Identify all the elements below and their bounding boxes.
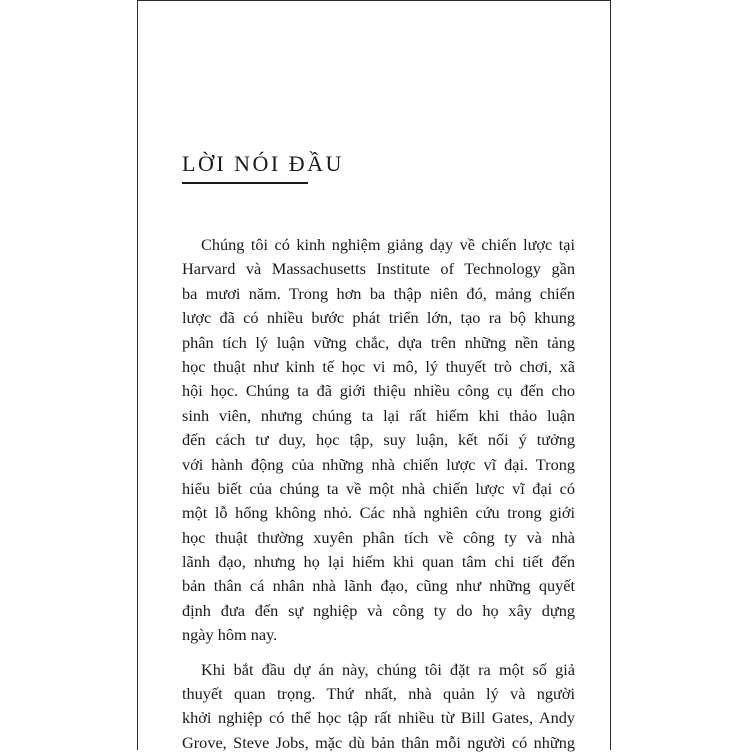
paragraph-1	[182, 233, 575, 648]
title-underline	[182, 182, 308, 184]
text-line: bản thân cá nhân nhà lãnh đạo, cũng như những quyết	[182, 576, 575, 596]
text-line: một lỗ hổng không nhỏ. Các nhà nghiên cứu trong giới	[182, 503, 575, 523]
text-line: ngày hôm nay.	[182, 625, 278, 645]
text-line: hội học. Chúng ta đã giới thiệu nhiều công cụ đến cho	[182, 381, 575, 401]
text-line: ba mươi năm. Trong hơn ba thập niên đó, mảng chiến	[182, 283, 575, 303]
paragraph-2	[182, 658, 575, 755]
text-line: Khi bắt đầu dự án này, chúng tôi đặt ra một số giả	[201, 659, 575, 679]
text-line: định đưa đến sự nghiệp và công ty do họ xây dựng	[182, 600, 575, 620]
chapter-title: LỜI NÓI ĐẦU	[182, 151, 344, 176]
text-line: Grove, Steve Jobs, mặc dù bản thân mỗi người có những	[182, 732, 575, 752]
text-line: khởi nghiệp có thể học tập rất nhiều từ Bill Gates, Andy	[182, 708, 575, 728]
text-line: sinh viên, nhưng chúng ta lại rất hiếm khi thảo luận	[182, 405, 575, 425]
text-line: thuyết quan trọng. Thứ nhất, nhà quản lý và người	[182, 684, 575, 704]
text-line: hiểu biết của chúng ta về một nhà chiến lược vĩ đại có	[182, 478, 575, 498]
text-line: lãnh đạo, nhưng họ lại hiếm khi quan tâm chi tiết đến	[182, 552, 575, 572]
body-text	[182, 233, 575, 755]
text-line: học thuật như kinh tế học vi mô, lý thuyết trò chơi, xã	[182, 356, 575, 376]
text-line: lược đã có nhiều bước phát triển lớn, tạo ra bộ khung	[182, 308, 575, 328]
text-line: Chúng tôi có kinh nghiệm giảng dạy về chiến lược tại	[201, 235, 575, 254]
text-line: học thuật thường xuyên phân tích về công ty và nhà	[182, 527, 575, 547]
text-line: đến cách tư duy, học tập, suy luận, kết nối ý tưởng	[182, 430, 575, 450]
text-line: Harvard và Massachusetts Institute of Technology gần	[182, 259, 575, 279]
text-line: phân tích lý luận vững chắc, dựa trên những nền tảng	[182, 332, 575, 352]
text-line: với hành động của những nhà chiến lược vĩ đại. Trong	[182, 454, 575, 474]
book-page	[137, 0, 611, 750]
paragraph-spacer	[182, 648, 575, 658]
